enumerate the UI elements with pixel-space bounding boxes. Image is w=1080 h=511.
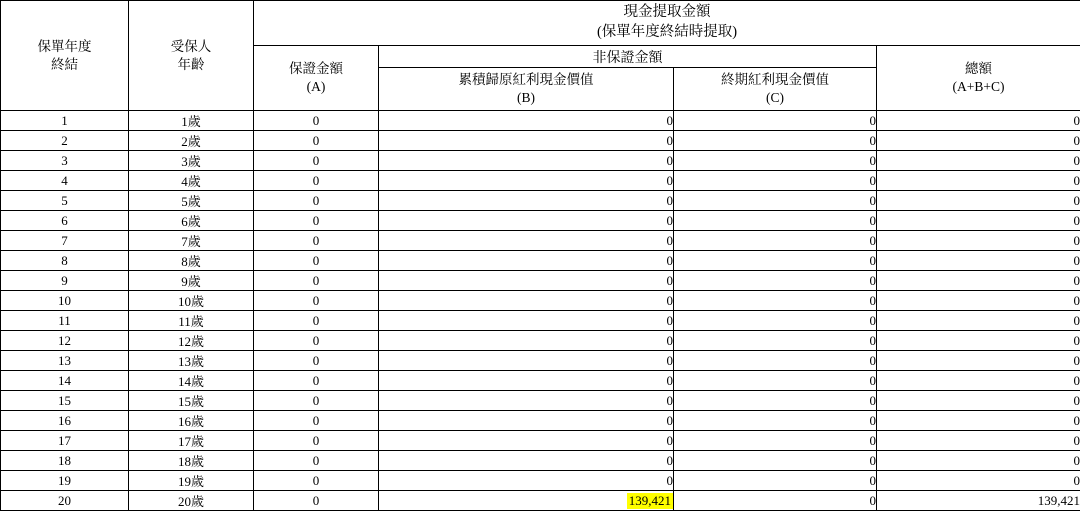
header-guaranteed-amount-sub: (A) bbox=[254, 78, 378, 96]
cell-insured-age: 20歲 bbox=[129, 491, 254, 511]
cell-terminal-dividend: 0 bbox=[674, 151, 877, 171]
header-policy-year bbox=[1, 1, 129, 111]
header-guaranteed-amount bbox=[254, 46, 379, 111]
cell-total: 0 bbox=[877, 411, 1080, 431]
header-terminal-dividend-sub: (C) bbox=[674, 89, 876, 107]
cell-terminal-dividend: 0 bbox=[674, 311, 877, 331]
cell-total: 0 bbox=[877, 191, 1080, 211]
cell-insured-age: 4歲 bbox=[129, 171, 254, 191]
header-total-label: 總額 bbox=[965, 61, 992, 76]
cell-policy-year: 14 bbox=[1, 371, 129, 391]
header-terminal-dividend bbox=[674, 68, 877, 111]
header-insured-age bbox=[129, 1, 254, 111]
cell-terminal-dividend: 0 bbox=[674, 351, 877, 371]
cell-policy-year: 1 bbox=[1, 111, 129, 131]
cell-accumulated-dividend: 0 bbox=[379, 351, 674, 371]
cell-total: 0 bbox=[877, 151, 1080, 171]
cell-terminal-dividend: 0 bbox=[674, 111, 877, 131]
cell-policy-year: 9 bbox=[1, 271, 129, 291]
cell-guaranteed-amount: 0 bbox=[254, 131, 379, 151]
header-terminal-dividend-label: 終期紅利現金價值 bbox=[721, 72, 829, 87]
cell-insured-age: 18歲 bbox=[129, 451, 254, 471]
cell-accumulated-dividend: 0 bbox=[379, 131, 674, 151]
cell-insured-age: 3歲 bbox=[129, 151, 254, 171]
cell-guaranteed-amount: 0 bbox=[254, 451, 379, 471]
cell-guaranteed-amount: 0 bbox=[254, 171, 379, 191]
header-accumulated-dividend-label: 累積歸原紅利現金價值 bbox=[459, 72, 594, 87]
table-row bbox=[1, 171, 1080, 191]
cell-policy-year: 2 bbox=[1, 131, 129, 151]
cell-insured-age: 11歲 bbox=[129, 311, 254, 331]
table-row bbox=[1, 111, 1080, 131]
header-accumulated-dividend bbox=[379, 68, 674, 111]
cell-total: 0 bbox=[877, 211, 1080, 231]
cell-guaranteed-amount: 0 bbox=[254, 411, 379, 431]
cell-policy-year: 8 bbox=[1, 251, 129, 271]
cell-guaranteed-amount: 0 bbox=[254, 391, 379, 411]
cell-accumulated-dividend: 0 bbox=[379, 471, 674, 491]
cell-total: 0 bbox=[877, 171, 1080, 191]
cell-policy-year: 4 bbox=[1, 171, 129, 191]
cell-accumulated-dividend: 0 bbox=[379, 151, 674, 171]
table-row bbox=[1, 491, 1080, 511]
table-row bbox=[1, 431, 1080, 451]
cell-accumulated-dividend: 0 bbox=[379, 291, 674, 311]
cell-guaranteed-amount: 0 bbox=[254, 251, 379, 271]
cell-policy-year: 10 bbox=[1, 291, 129, 311]
cell-policy-year: 7 bbox=[1, 231, 129, 251]
header-policy-year-line2: 終結 bbox=[1, 56, 128, 74]
table-row bbox=[1, 311, 1080, 331]
cell-guaranteed-amount: 0 bbox=[254, 111, 379, 131]
table-row bbox=[1, 391, 1080, 411]
cell-accumulated-dividend: 0 bbox=[379, 211, 674, 231]
cell-guaranteed-amount: 0 bbox=[254, 311, 379, 331]
cell-guaranteed-amount: 0 bbox=[254, 271, 379, 291]
cell-accumulated-dividend: 0 bbox=[379, 271, 674, 291]
cell-terminal-dividend: 0 bbox=[674, 231, 877, 251]
header-guaranteed-amount-label: 保證金額 bbox=[289, 61, 343, 76]
cell-insured-age: 6歲 bbox=[129, 211, 254, 231]
cell-accumulated-dividend: 0 bbox=[379, 371, 674, 391]
header-total-sub: (A+B+C) bbox=[877, 78, 1080, 96]
cell-guaranteed-amount: 0 bbox=[254, 331, 379, 351]
cell-total: 0 bbox=[877, 431, 1080, 451]
cell-total: 0 bbox=[877, 231, 1080, 251]
cell-insured-age: 7歲 bbox=[129, 231, 254, 251]
table-header bbox=[1, 1, 1080, 111]
table-row bbox=[1, 211, 1080, 231]
cell-total: 0 bbox=[877, 371, 1080, 391]
cell-guaranteed-amount: 0 bbox=[254, 291, 379, 311]
cell-terminal-dividend: 0 bbox=[674, 471, 877, 491]
cell-insured-age: 16歲 bbox=[129, 411, 254, 431]
cell-guaranteed-amount: 0 bbox=[254, 431, 379, 451]
cell-total: 0 bbox=[877, 251, 1080, 271]
table-body bbox=[1, 111, 1080, 511]
header-row-title bbox=[1, 1, 1080, 46]
cell-insured-age: 12歲 bbox=[129, 331, 254, 351]
cell-accumulated-dividend bbox=[379, 491, 674, 511]
highlighted-value: 139,421 bbox=[627, 493, 673, 509]
cell-accumulated-dividend: 0 bbox=[379, 431, 674, 451]
cell-guaranteed-amount: 0 bbox=[254, 151, 379, 171]
cell-terminal-dividend: 0 bbox=[674, 431, 877, 451]
cell-terminal-dividend: 0 bbox=[674, 291, 877, 311]
cell-policy-year: 15 bbox=[1, 391, 129, 411]
cell-insured-age: 15歲 bbox=[129, 391, 254, 411]
cell-insured-age: 8歲 bbox=[129, 251, 254, 271]
table-row bbox=[1, 331, 1080, 351]
cell-policy-year: 20 bbox=[1, 491, 129, 511]
header-total bbox=[877, 46, 1080, 111]
cell-total: 0 bbox=[877, 471, 1080, 491]
table-row bbox=[1, 231, 1080, 251]
cell-insured-age: 10歲 bbox=[129, 291, 254, 311]
cell-guaranteed-amount: 0 bbox=[254, 231, 379, 251]
table-row bbox=[1, 131, 1080, 151]
cell-policy-year: 16 bbox=[1, 411, 129, 431]
cell-total: 0 bbox=[877, 391, 1080, 411]
header-policy-year-line1: 保單年度 bbox=[1, 38, 128, 56]
cell-insured-age: 5歲 bbox=[129, 191, 254, 211]
cell-terminal-dividend: 0 bbox=[674, 191, 877, 211]
cell-terminal-dividend: 0 bbox=[674, 451, 877, 471]
cell-insured-age: 2歲 bbox=[129, 131, 254, 151]
header-accumulated-dividend-sub: (B) bbox=[379, 89, 673, 107]
cell-accumulated-dividend: 0 bbox=[379, 191, 674, 211]
cell-terminal-dividend: 0 bbox=[674, 171, 877, 191]
cell-insured-age: 19歲 bbox=[129, 471, 254, 491]
table-row bbox=[1, 371, 1080, 391]
cell-terminal-dividend: 0 bbox=[674, 491, 877, 511]
cell-total: 0 bbox=[877, 291, 1080, 311]
cell-insured-age: 13歲 bbox=[129, 351, 254, 371]
cell-terminal-dividend: 0 bbox=[674, 371, 877, 391]
header-non-guaranteed-amount: 非保證金額 bbox=[379, 46, 877, 68]
cell-insured-age: 1歲 bbox=[129, 111, 254, 131]
cell-total: 0 bbox=[877, 311, 1080, 331]
cell-guaranteed-amount: 0 bbox=[254, 491, 379, 511]
cell-policy-year: 13 bbox=[1, 351, 129, 371]
cell-guaranteed-amount: 0 bbox=[254, 471, 379, 491]
cell-terminal-dividend: 0 bbox=[674, 391, 877, 411]
table-row bbox=[1, 451, 1080, 471]
cell-guaranteed-amount: 0 bbox=[254, 191, 379, 211]
cell-accumulated-dividend: 0 bbox=[379, 411, 674, 431]
cell-terminal-dividend: 0 bbox=[674, 251, 877, 271]
cell-accumulated-dividend: 0 bbox=[379, 231, 674, 251]
header-cash-withdrawal-title bbox=[254, 1, 1080, 46]
cell-policy-year: 6 bbox=[1, 211, 129, 231]
table-row bbox=[1, 251, 1080, 271]
cell-total: 0 bbox=[877, 111, 1080, 131]
cell-guaranteed-amount: 0 bbox=[254, 351, 379, 371]
cell-total: 0 bbox=[877, 271, 1080, 291]
cell-total: 0 bbox=[877, 131, 1080, 151]
cell-policy-year: 11 bbox=[1, 311, 129, 331]
table-row bbox=[1, 471, 1080, 491]
header-cash-withdrawal-line2: (保單年度終結時提取) bbox=[254, 23, 1080, 43]
cell-accumulated-dividend: 0 bbox=[379, 311, 674, 331]
cell-policy-year: 12 bbox=[1, 331, 129, 351]
cell-terminal-dividend: 0 bbox=[674, 131, 877, 151]
table-row bbox=[1, 271, 1080, 291]
table-row bbox=[1, 191, 1080, 211]
cell-terminal-dividend: 0 bbox=[674, 271, 877, 291]
cell-guaranteed-amount: 0 bbox=[254, 211, 379, 231]
cell-accumulated-dividend: 0 bbox=[379, 451, 674, 471]
cell-terminal-dividend: 0 bbox=[674, 211, 877, 231]
cell-policy-year: 5 bbox=[1, 191, 129, 211]
cell-insured-age: 17歲 bbox=[129, 431, 254, 451]
cell-total: 0 bbox=[877, 351, 1080, 371]
cell-terminal-dividend: 0 bbox=[674, 331, 877, 351]
cell-insured-age: 14歲 bbox=[129, 371, 254, 391]
cell-policy-year: 19 bbox=[1, 471, 129, 491]
cell-accumulated-dividend: 0 bbox=[379, 171, 674, 191]
cell-total: 139,421 bbox=[877, 491, 1080, 511]
cell-policy-year: 3 bbox=[1, 151, 129, 171]
header-cash-withdrawal-line1: 現金提取金額 bbox=[254, 3, 1080, 23]
cell-policy-year: 17 bbox=[1, 431, 129, 451]
table-row bbox=[1, 351, 1080, 371]
cell-accumulated-dividend: 0 bbox=[379, 251, 674, 271]
table-row bbox=[1, 411, 1080, 431]
cell-insured-age: 9歲 bbox=[129, 271, 254, 291]
cell-accumulated-dividend: 0 bbox=[379, 331, 674, 351]
header-insured-age-line1: 受保人 bbox=[129, 38, 253, 56]
cell-total: 0 bbox=[877, 331, 1080, 351]
cell-terminal-dividend: 0 bbox=[674, 411, 877, 431]
table-row bbox=[1, 151, 1080, 171]
header-insured-age-line2: 年齡 bbox=[129, 56, 253, 74]
cell-policy-year: 18 bbox=[1, 451, 129, 471]
cell-guaranteed-amount: 0 bbox=[254, 371, 379, 391]
cell-accumulated-dividend: 0 bbox=[379, 111, 674, 131]
cell-accumulated-dividend: 0 bbox=[379, 391, 674, 411]
table-row bbox=[1, 291, 1080, 311]
cell-total: 0 bbox=[877, 451, 1080, 471]
